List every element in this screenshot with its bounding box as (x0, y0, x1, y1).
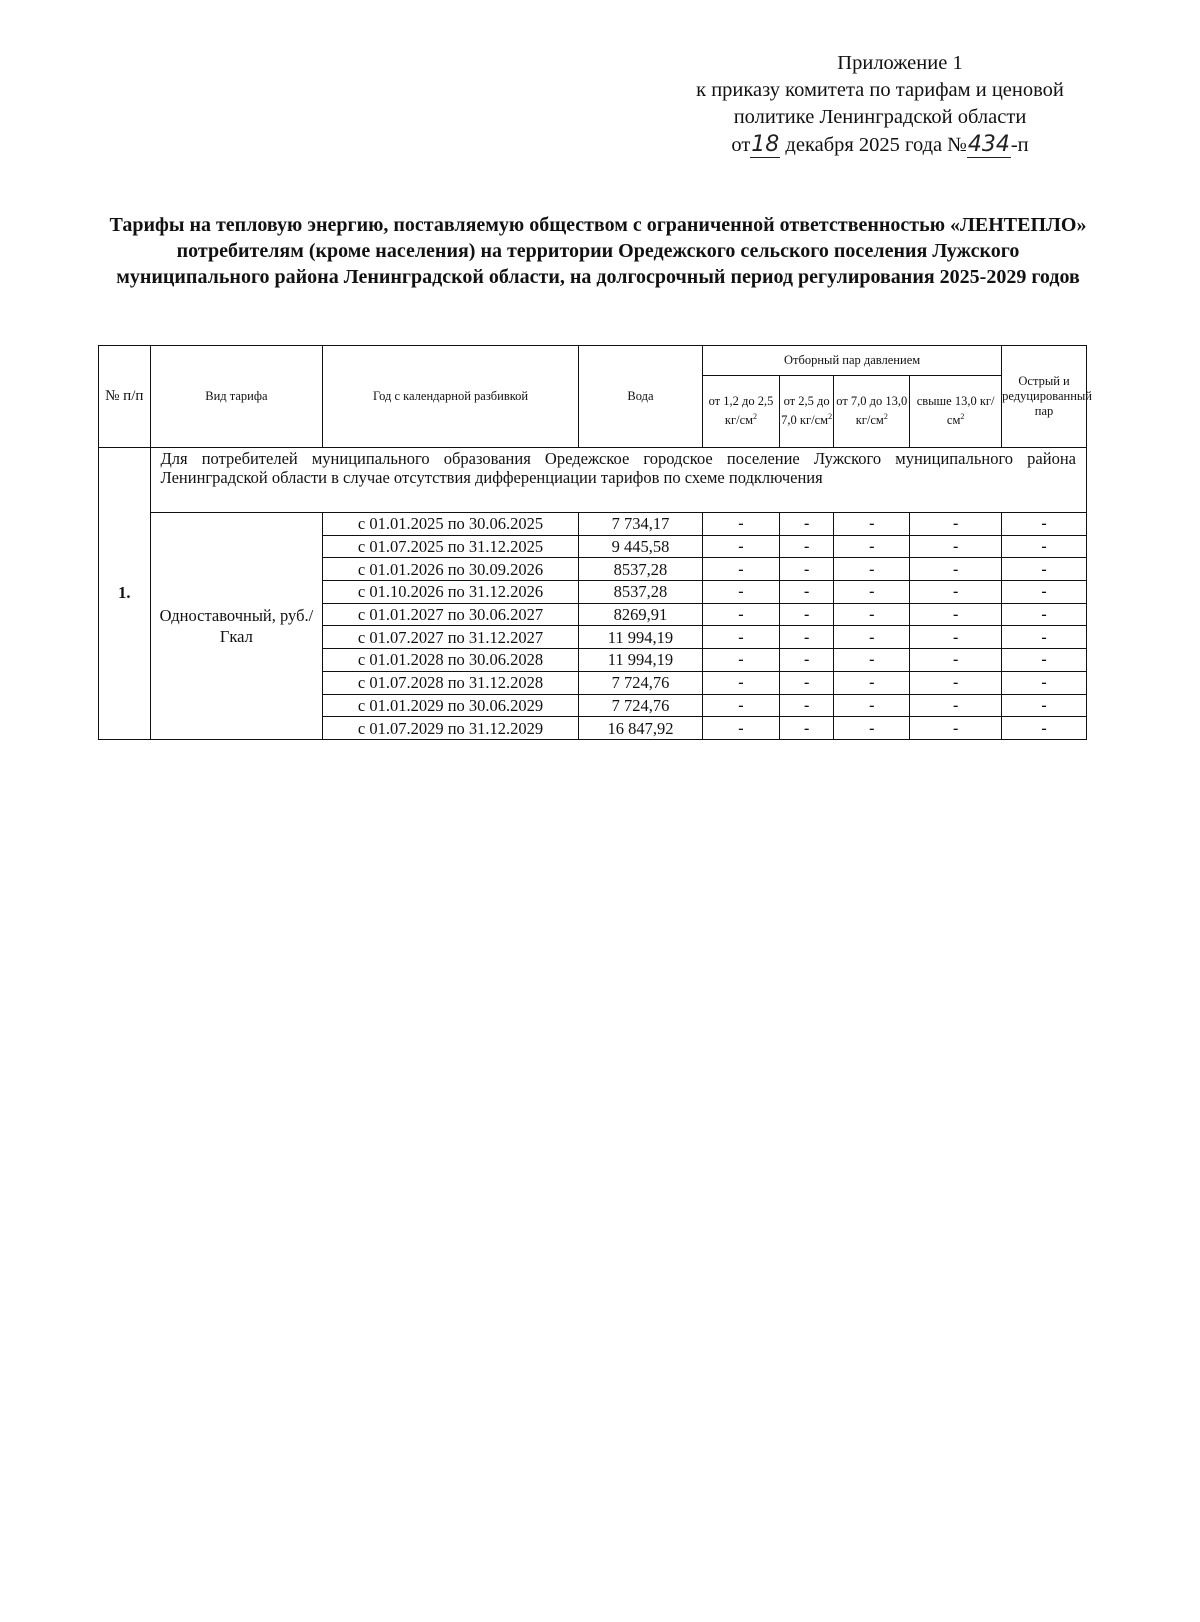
header-tariff-type: Вид тарифа (150, 346, 323, 448)
row-steam-3: - (834, 694, 910, 717)
header-steam-group: Отборный пар давлением (703, 346, 1002, 376)
appendix-date (640, 131, 1120, 159)
row-water: 8537,28 (578, 581, 702, 604)
row-steam-3: - (834, 535, 910, 558)
tariff-type-cell: Одноставочный, руб./Гкал (150, 513, 323, 740)
row-water: 9 445,58 (578, 535, 702, 558)
row-steam-4: - (910, 581, 1002, 604)
row-steam-3: - (834, 649, 910, 672)
header-steam-3: от 7,0 до 13,0 $кг/см^2$ (834, 376, 910, 448)
section-note: Для потребителей муниципального образования Оредежское городское поселение Лужского муниципального района Ленинградской области в случае отсутствия дифференциации тарифов по схеме подключения (150, 448, 1086, 513)
row-steam-4: - (910, 626, 1002, 649)
header-steam-2: от 2,5 до 7,0 $кг/см^2$ (779, 376, 834, 448)
row-steam-2: - (779, 626, 834, 649)
row-steam-4: - (910, 671, 1002, 694)
row-steam-2: - (779, 649, 834, 672)
row-water: 7 734,17 (578, 513, 702, 536)
row-steam-2: - (779, 581, 834, 604)
tariff-table (98, 345, 1092, 740)
row-period: с 01.07.2029 по 31.12.2029 (323, 717, 579, 740)
date-prefix: от (731, 134, 751, 156)
appendix-order-ref: к приказу комитета по тарифам и ценовой (696, 79, 1064, 101)
row-steam-2: - (779, 558, 834, 581)
row-steam-2: - (779, 671, 834, 694)
row-steam-2: - (779, 694, 834, 717)
row-period: с 01.01.2025 по 30.06.2025 (323, 513, 579, 536)
row-water: 7 724,76 (578, 671, 702, 694)
row-steam-3: - (834, 626, 910, 649)
document-title: Тарифы на тепловую энергию, поставляемую обществом с ограниченной ответственностью «ЛЕНТЕПЛО» потребителям (кроме населения) на территории Оредежского сельского поселения Лужского муниципального района Ленинградской области, на долгосрочный период регулирования 2025-2029 годов (109, 214, 1087, 288)
row-steam-1: - (703, 535, 780, 558)
row-period: с 01.01.2028 по 30.06.2028 (323, 649, 579, 672)
row-period: с 01.07.2025 по 31.12.2025 (323, 535, 579, 558)
row-steam-3: - (834, 603, 910, 626)
header-period: Год с календарной разбивкой (323, 346, 579, 448)
row-sharp: - (1002, 649, 1087, 672)
appendix-label: Приложение 1 (837, 52, 963, 74)
row-steam-4: - (910, 603, 1002, 626)
row-water: 11 994,19 (578, 626, 702, 649)
header-number: № п/п (99, 346, 151, 448)
section-number: 1. (99, 448, 151, 740)
row-steam-4: - (910, 694, 1002, 717)
handwritten-day: 18 (751, 132, 780, 157)
row-steam-4: - (910, 717, 1002, 740)
row-period: с 01.01.2027 по 30.06.2027 (323, 603, 579, 626)
row-steam-3: - (834, 717, 910, 740)
header-steam-4: свыше 13,0 $кг/см^2$ (910, 376, 1002, 448)
row-water: 8537,28 (578, 558, 702, 581)
row-steam-2: - (779, 535, 834, 558)
row-steam-2: - (779, 513, 834, 536)
row-steam-2: - (779, 717, 834, 740)
row-steam-1: - (703, 513, 780, 536)
row-period: с 01.07.2028 по 31.12.2028 (323, 671, 579, 694)
header-water: Вода (578, 346, 702, 448)
row-steam-3: - (834, 558, 910, 581)
row-sharp: - (1002, 603, 1087, 626)
row-water: 7 724,76 (578, 694, 702, 717)
row-steam-1: - (703, 558, 780, 581)
row-sharp: - (1002, 581, 1087, 604)
row-period: с 01.01.2029 по 30.06.2029 (323, 694, 579, 717)
row-steam-1: - (703, 649, 780, 672)
row-steam-1: - (703, 626, 780, 649)
row-steam-1: - (703, 671, 780, 694)
order-suffix: -п (1010, 134, 1029, 156)
row-steam-1: - (703, 694, 780, 717)
row-sharp: - (1002, 626, 1087, 649)
appendix-committee: политике Ленинградской области (733, 106, 1027, 128)
row-steam-4: - (910, 649, 1002, 672)
header-sharp-steam: Острый и редуцированный пар (1002, 346, 1087, 448)
row-steam-4: - (910, 513, 1002, 536)
row-period: с 01.01.2026 по 30.09.2026 (323, 558, 579, 581)
header-steam-1: от 1,2 до 2,5 $кг/см^2$ (703, 376, 780, 448)
row-sharp: - (1002, 535, 1087, 558)
row-steam-3: - (834, 513, 910, 536)
row-sharp: - (1002, 694, 1087, 717)
row-sharp: - (1002, 717, 1087, 740)
row-steam-2: - (779, 603, 834, 626)
row-period: с 01.07.2027 по 31.12.2027 (323, 626, 579, 649)
row-sharp: - (1002, 671, 1087, 694)
row-steam-1: - (703, 581, 780, 604)
appendix-header (640, 50, 1120, 159)
row-steam-1: - (703, 603, 780, 626)
row-sharp: - (1002, 558, 1087, 581)
row-water: 8269,91 (578, 603, 702, 626)
row-water: 16 847,92 (578, 717, 702, 740)
row-steam-4: - (910, 535, 1002, 558)
row-steam-3: - (834, 671, 910, 694)
row-sharp: - (1002, 513, 1087, 536)
row-water: 11 994,19 (578, 649, 702, 672)
handwritten-order-number: 434 (967, 132, 1010, 157)
date-rest: декабря 2025 года № (785, 134, 967, 156)
row-steam-4: - (910, 558, 1002, 581)
row-period: с 01.10.2026 по 31.12.2026 (323, 581, 579, 604)
row-steam-3: - (834, 581, 910, 604)
row-steam-1: - (703, 717, 780, 740)
